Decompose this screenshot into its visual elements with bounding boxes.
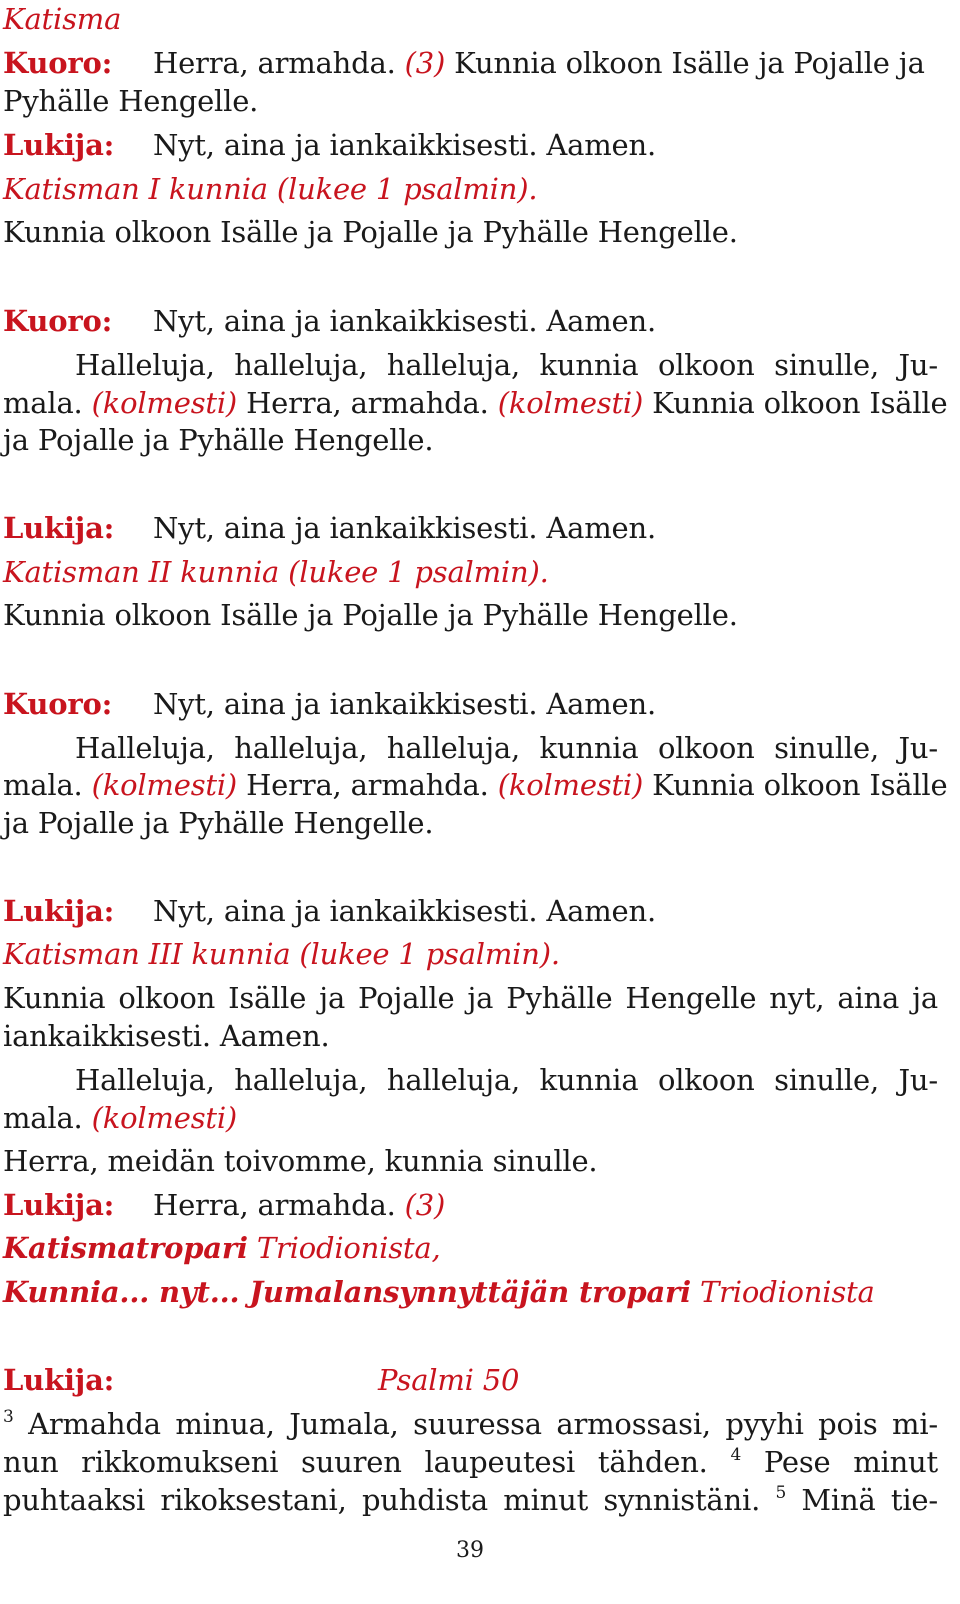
rubric: (kolmesti) (91, 768, 238, 802)
text-line: Herra, meidän toivomme, kunnia sinulle. (3, 1144, 598, 1178)
text: mala. (3, 1101, 83, 1135)
text: Herra, armahda. (153, 46, 396, 80)
text: nun rikkomukseni suuren laupeutesi tähden. (3, 1445, 708, 1479)
text: mala. (3, 386, 83, 420)
text-line (3, 384, 948, 422)
kuoro-line (3, 685, 656, 723)
psalm-heading-line (3, 1361, 153, 1399)
rubric: (kolmesti) (497, 768, 644, 802)
rubric-bold: Katismatropari (3, 1231, 248, 1265)
lukija-label: Lukija: (3, 511, 115, 545)
text: mala. (3, 768, 83, 802)
text: Herra, armahda. (153, 1188, 396, 1222)
text-line: Kunnia olkoon Isälle ja Pojalle ja Pyhälle Hengelle. (3, 598, 738, 632)
rubric: (kolmesti) (497, 386, 644, 420)
rubric: Triodionista (699, 1275, 875, 1309)
kuoro-label: Kuoro: (3, 304, 113, 338)
kuoro-label: Kuoro: (3, 46, 113, 80)
text: Nyt, aina ja iankaikkisesti. Aamen. (153, 511, 656, 545)
lukija-label: Lukija: (3, 1363, 115, 1397)
tropari-line (3, 1273, 875, 1311)
lukija-line (3, 1186, 445, 1224)
verse-number: 4 (730, 1445, 742, 1465)
page-number: 39 (456, 1538, 484, 1563)
text: Nyt, aina ja iankaikkisesti. Aamen. (153, 687, 656, 721)
verse-number: 3 (3, 1407, 14, 1427)
text: Kunnia olkoon Isälle ja Pojalle ja (454, 46, 925, 80)
rubric: (kolmesti) (91, 386, 238, 420)
text-line: Halleluja, halleluja, halleluja, kunnia olkoon sinulle, Ju- (75, 731, 938, 765)
psalm-line (3, 1481, 938, 1519)
lukija-line (3, 892, 656, 930)
psalm-line (3, 1405, 938, 1443)
rubric-line: Katisman III kunnia (lukee 1 psalmin). (3, 937, 560, 971)
kuoro-line (3, 44, 925, 82)
lukija-label: Lukija: (3, 1188, 115, 1222)
text-line: ja Pojalle ja Pyhälle Hengelle. (3, 806, 434, 840)
text: Nyt, aina ja iankaikkisesti. Aamen. (153, 128, 656, 162)
text-line: Halleluja, halleluja, halleluja, kunnia olkoon sinulle, Ju- (75, 348, 938, 382)
text-line: Halleluja, halleluja, halleluja, kunnia olkoon sinulle, Ju- (75, 1063, 938, 1097)
lukija-line (3, 126, 656, 164)
text: Nyt, aina ja iankaikkisesti. Aamen. (153, 304, 656, 338)
text: Armahda minua, Jumala, suuressa armossasi, pyyhi pois mi- (28, 1407, 938, 1441)
text: puhtaaksi rikoksestani, puhdista minut synnistäni. (3, 1483, 761, 1517)
text: Herra, armahda. (246, 768, 489, 802)
rubric: (3) (404, 46, 446, 80)
section-title: Katisma (3, 2, 122, 36)
kuoro-label: Kuoro: (3, 687, 113, 721)
rubric-line: Katisman II kunnia (lukee 1 psalmin). (3, 555, 549, 589)
psalm-line (3, 1443, 938, 1481)
verse-number: 5 (775, 1483, 787, 1503)
rubric: (3) (404, 1188, 446, 1222)
kuoro-line (3, 302, 656, 340)
lukija-label: Lukija: (3, 128, 115, 162)
text-line: Kunnia olkoon Isälle ja Pojalle ja Pyhälle Hengelle nyt, aina ja (3, 981, 938, 1015)
rubric-bold: Kunnia... nyt... Jumalansynnyttäjän tropari (3, 1275, 691, 1309)
lukija-label: Lukija: (3, 894, 115, 928)
text-line: Kunnia olkoon Isälle ja Pojalle ja Pyhälle Hengelle. (3, 215, 738, 249)
rubric: (kolmesti) (91, 1101, 238, 1135)
text: Kunnia olkoon Isälle (652, 386, 948, 420)
text: Minä tie- (801, 1483, 938, 1517)
text: Pese minut (763, 1445, 938, 1479)
rubric-line: Katisman I kunnia (lukee 1 psalmin). (3, 172, 538, 206)
text-line (3, 766, 948, 804)
text-line: iankaikkisesti. Aamen. (3, 1019, 330, 1053)
lukija-line (3, 509, 656, 547)
tropari-line (3, 1229, 440, 1267)
text-line (3, 1099, 237, 1137)
psalm-title: Psalmi 50 (378, 1363, 520, 1397)
text-line: Pyhälle Hengelle. (3, 84, 259, 118)
text: Kunnia olkoon Isälle (652, 768, 948, 802)
text-line: ja Pojalle ja Pyhälle Hengelle. (3, 423, 434, 457)
rubric: Triodionista, (256, 1231, 441, 1265)
text: Nyt, aina ja iankaikkisesti. Aamen. (153, 894, 656, 928)
text: Herra, armahda. (246, 386, 489, 420)
